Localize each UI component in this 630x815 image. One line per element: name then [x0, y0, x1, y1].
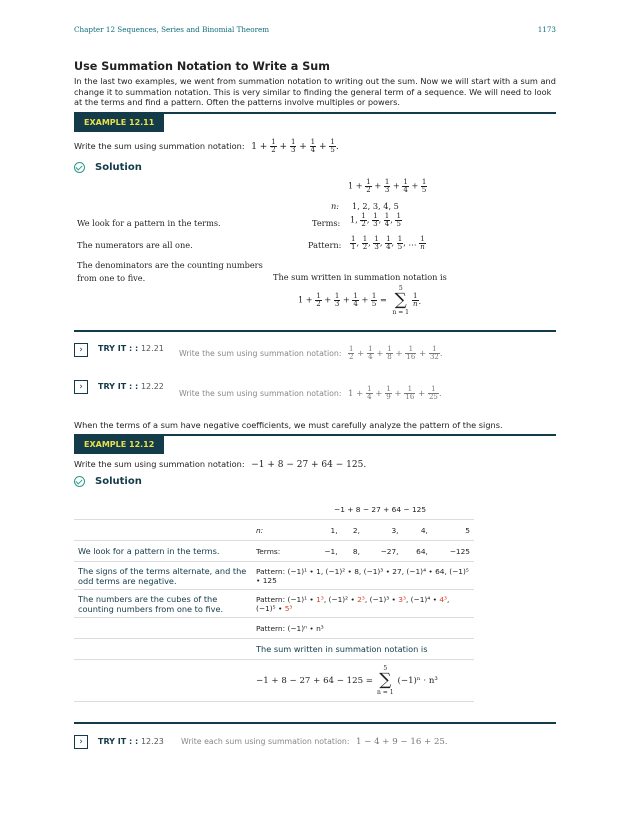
summation-result: 1 + $\frac{1}{2}$ + $\frac{1}{3}$ + $\frac{1}{4}$ + $\frac{1}{5}$ = 5 ∑ n = 1 $\frac{1}{n}$ .: [298, 285, 422, 316]
row-explanation: We look for a pattern in the terms.: [74, 541, 252, 562]
pattern-label: Pattern:: [308, 240, 342, 250]
page-number: 1173: [537, 25, 556, 34]
solution-label: Solution: [95, 162, 142, 173]
try-it-label: TRY IT : : 12.22: [98, 382, 164, 391]
term-value: −27,: [364, 541, 403, 562]
n-value: 4,: [403, 520, 432, 541]
n-label: n:: [252, 520, 310, 541]
solution-table: [74, 519, 474, 702]
row2-text: The numerators are all one.: [77, 240, 193, 250]
row3-right: The sum written in summation notation is: [273, 272, 447, 282]
section-intro: In the last two examples, we went from summation notation to writing out the sum. Now we will start with a sum and change it to summation notation. This is very similar to finding the general term of a sequence. We will need to look at the terms and find a pattern. Often the patterns involve multiples or powers.: [74, 76, 556, 108]
transition-text: When the terms of a sum have negative coefficients, we must carefully analyze the pattern of the signs.: [74, 420, 503, 430]
n-value: 1,: [310, 520, 342, 541]
example-end-rule: [74, 722, 556, 724]
example-label: EXAMPLE 12.11: [74, 114, 164, 132]
n-value: 2,: [342, 520, 364, 541]
try-it-chevron-icon[interactable]: ›: [74, 343, 88, 357]
try-it-text: Write the sum using summation notation: 1 + $\frac{1}{4}$ + $\frac{1}{9}$ + $\frac{1}{16}$ + $\frac{1}{25}$ .: [179, 385, 442, 401]
example-label: EXAMPLE 12.12: [74, 436, 164, 454]
row3-text: The denominators are the counting numbers from one to five.: [77, 260, 263, 283]
statement-text: Write the sum using summation notation:: [74, 141, 245, 151]
sigma-lower: n = 1: [392, 309, 409, 316]
table-row: [74, 660, 474, 702]
n-values: 1, 2, 3, 4, 5: [352, 201, 399, 211]
check-circle-icon: [74, 162, 85, 173]
term-value: 64,: [403, 541, 432, 562]
solution-sum: 1 + $\frac{1}{2}$ + $\frac{1}{3}$ + $\frac{1}{4}$ + $\frac{1}{5}$: [348, 178, 427, 194]
terms-values: 1, $\frac{1}{2}$ , $\frac{1}{3}$ , $\frac{1}{4}$ , $\frac{1}{5}$: [350, 212, 401, 228]
solution-heading: [74, 476, 142, 487]
term-value: −125: [432, 541, 474, 562]
term-value: 8,: [342, 541, 364, 562]
try-it-label: TRY IT : : 12.23: [98, 737, 164, 746]
statement-math: −1 + 8 − 27 + 64 − 125.: [251, 460, 367, 470]
sigma-lower: n = 1: [377, 689, 394, 696]
row-explanation: The signs of the terms alternate, and the odd terms are negative.: [74, 562, 252, 590]
table-row: [74, 618, 474, 639]
row1-text: We look for a pattern in the terms.: [77, 218, 221, 228]
term-value: −1,: [310, 541, 342, 562]
table-row: [74, 562, 474, 590]
sigma-symbol: ∑: [394, 290, 407, 310]
n-label: n:: [331, 201, 340, 211]
table-row: [74, 541, 474, 562]
example-statement: [74, 459, 366, 470]
pattern-cell: Pattern: (−1)ⁿ • n³: [252, 618, 474, 639]
try-it-label: TRY IT : : 12.21: [98, 344, 164, 353]
solution-label: Solution: [95, 476, 142, 487]
statement-math: 1 + $\frac{1}{2}$ + $\frac{1}{3}$ + $\frac{1}{4}$ + $\frac{1}{5}$ .: [251, 138, 339, 154]
example-end-rule: [74, 330, 556, 332]
table-row: [74, 520, 474, 541]
example-statement: [74, 139, 339, 154]
n-value: 3,: [364, 520, 403, 541]
row-explanation: The numbers are the cubes of the counting numbers from one to five.: [74, 590, 252, 618]
sigma-upper: 5: [383, 665, 388, 672]
check-circle-icon: [74, 476, 85, 487]
n-value: 5: [432, 520, 474, 541]
summation-caption: The sum written in summation notation is: [252, 639, 474, 660]
row-label: Terms:: [252, 541, 310, 562]
try-it-chevron-icon[interactable]: ›: [74, 380, 88, 394]
table-row: [74, 590, 474, 618]
pattern-cell: Pattern: (−1)¹ • 1, (−1)² • 8, (−1)³ • 27, (−1)⁴ • 64, (−1)⁵ • 125: [252, 562, 474, 590]
sigma-upper: 5: [398, 285, 403, 292]
solution-heading: [74, 162, 142, 173]
summation-result: −1 + 8 − 27 + 64 − 125 = 5 ∑ n = 1 (−1)ⁿ · n³: [252, 660, 474, 702]
pattern-values: $\frac{1}{1}$ , $\frac{1}{2}$ , $\frac{1}{3}$ , $\frac{1}{4}$ , $\frac{1}{5}$ , … $\frac{1}{n}$: [351, 235, 425, 251]
try-it-chevron-icon[interactable]: ›: [74, 735, 88, 749]
terms-label: Terms:: [312, 218, 341, 228]
section-title: Use Summation Notation to Write a Sum: [74, 60, 330, 73]
table-row: [74, 639, 474, 660]
running-head: Chapter 12 Sequences, Series and Binomial Theorem: [74, 25, 270, 34]
try-it-text: Write each sum using summation notation: 1 − 4 + 9 − 16 + 25.: [181, 737, 448, 747]
sum-header: −1 + 8 − 27 + 64 − 125: [334, 505, 427, 514]
sigma-symbol: ∑: [379, 670, 392, 690]
statement-text: Write the sum using summation notation:: [74, 459, 245, 469]
try-it-text: Write the sum using summation notation: $\frac{1}{2}$ + $\frac{1}{4}$ + $\frac{1}{8}$ + $\frac{1}{16}$ + $\frac{1}{32}$ .: [179, 345, 443, 361]
pattern-cell: Pattern: (−1)¹ • 1³, (−1)² • 2³, (−1)³ • 3³, (−1)⁴ • 4³, (−1)⁵ • 5³: [252, 590, 474, 618]
